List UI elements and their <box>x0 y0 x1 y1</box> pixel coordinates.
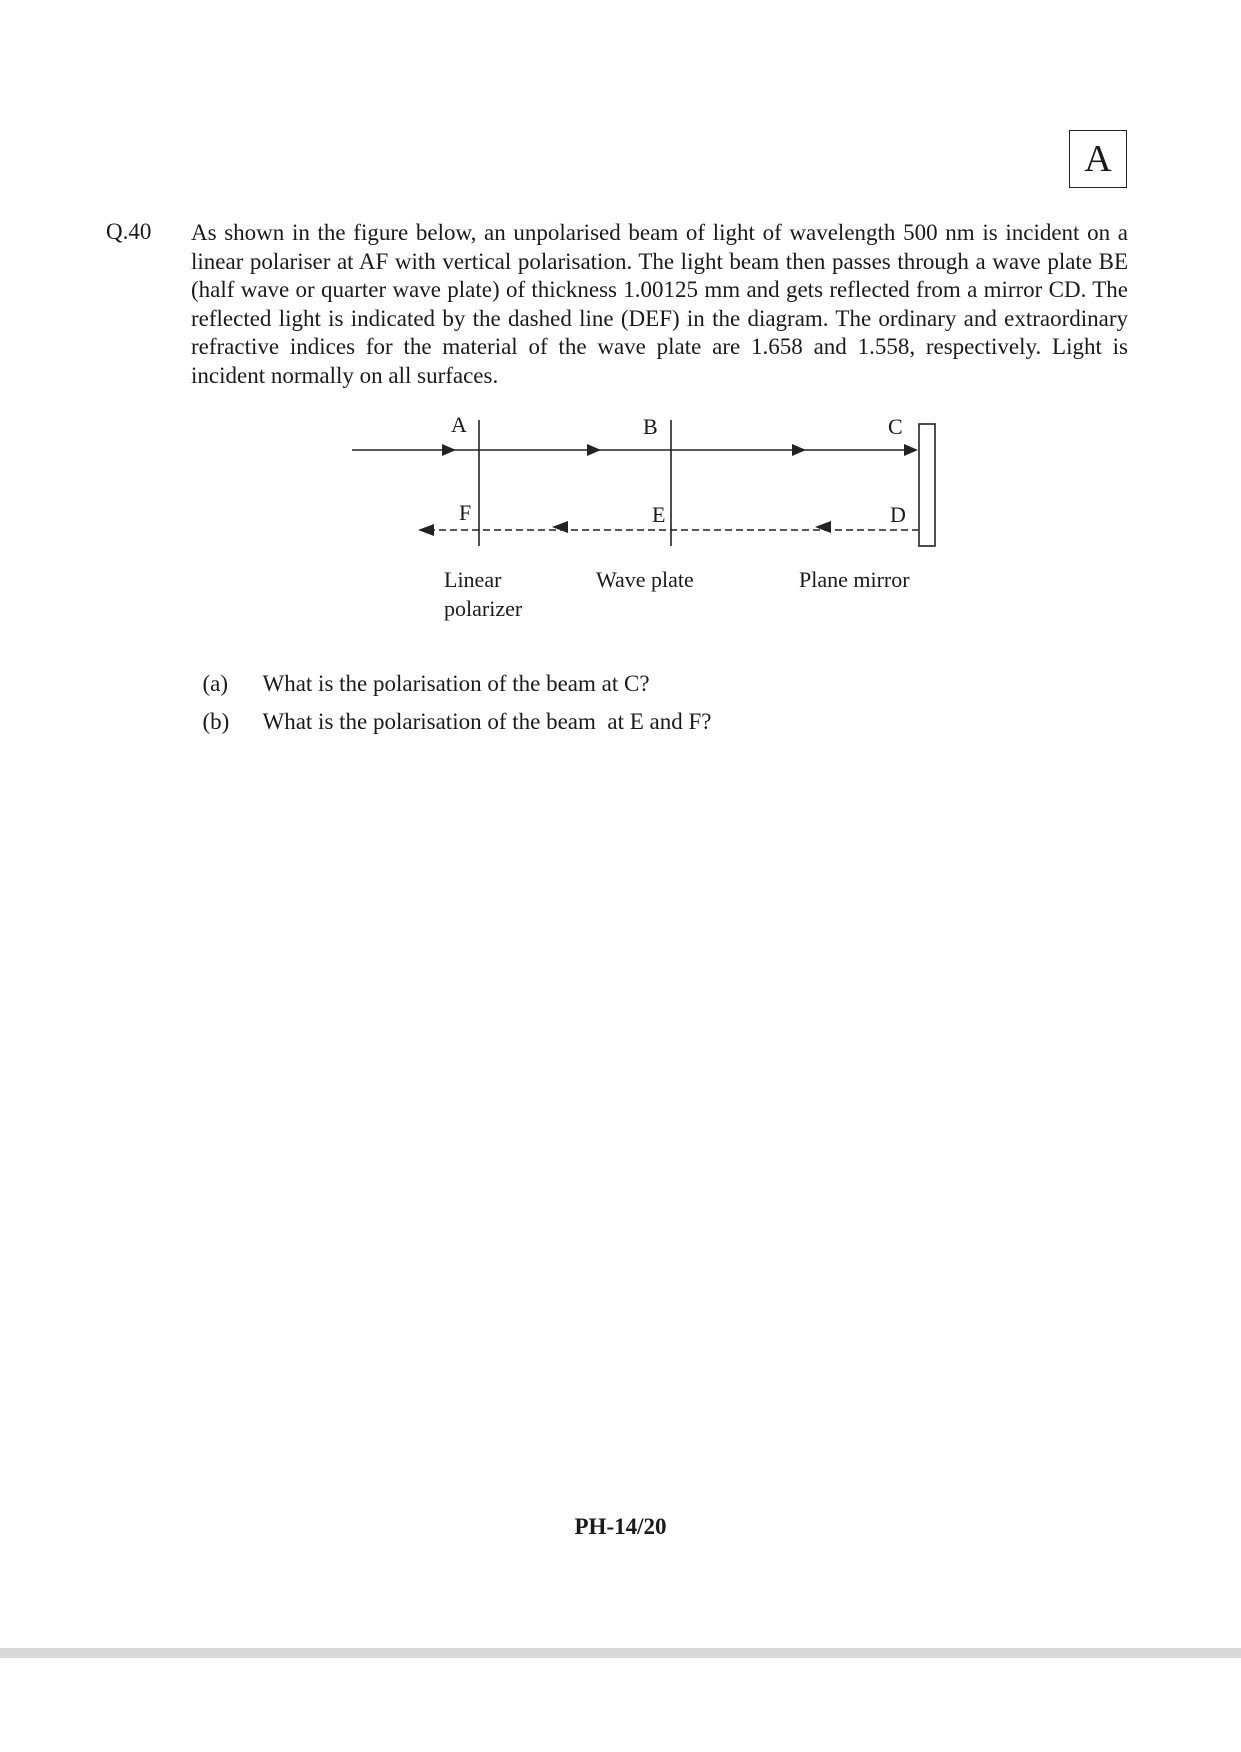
subquestion-b <box>191 683 712 735</box>
optics-diagram <box>0 0 1241 640</box>
arrow-left-2 <box>552 521 568 533</box>
wave-plate-label: Wave plate <box>596 567 694 592</box>
question-number: Q.40 <box>106 219 152 244</box>
page-footer: PH-14/20 <box>574 1514 667 1539</box>
arrow-right-2 <box>587 444 601 456</box>
point-f-label: F <box>459 500 472 525</box>
polarizer-label-line1: Linear <box>444 567 502 592</box>
point-e-label: E <box>652 502 666 527</box>
point-b-label: B <box>643 414 658 439</box>
scan-edge-band <box>0 1648 1241 1658</box>
arrow-right-1 <box>442 444 456 456</box>
arrow-right-3 <box>792 444 806 456</box>
question-text: As shown in the figure below, an unpolarised beam of light of wavelength 500 nm is incident on a linear polariser at AF with vertical polarisation. The light beam then passes through a wave plate BE (half wave or quarter wave plate) of thickness 1.00125 mm and gets reflected from a mirror CD. The reflected light is indicated by the dashed line (DEF) in the diagram. The ordinary and extraordinary refractive indices for the material of the wave plate are 1.658 and 1.558, respectively. Light is incident normally on all surfaces. <box>191 220 1128 388</box>
polarizer-label-line2: polarizer <box>444 596 523 621</box>
arrow-left-1 <box>418 524 434 536</box>
arrow-left-3 <box>815 521 831 533</box>
plane-mirror <box>919 424 935 546</box>
point-a-label: A <box>451 412 467 437</box>
subquestion-a-text: What is the polarisation of the beam at C? <box>262 671 650 696</box>
arrow-right-4 <box>904 444 918 456</box>
subquestion-b-text: What is the polarisation of the beam at E and F? <box>262 709 712 734</box>
subquestion-a-label: (a) <box>202 671 229 696</box>
point-c-label: C <box>888 414 903 439</box>
point-d-label: D <box>890 502 906 527</box>
subquestion-b-label: (b) <box>202 709 230 734</box>
paper-set-box: A <box>1069 130 1127 188</box>
mirror-label: Plane mirror <box>799 567 910 592</box>
